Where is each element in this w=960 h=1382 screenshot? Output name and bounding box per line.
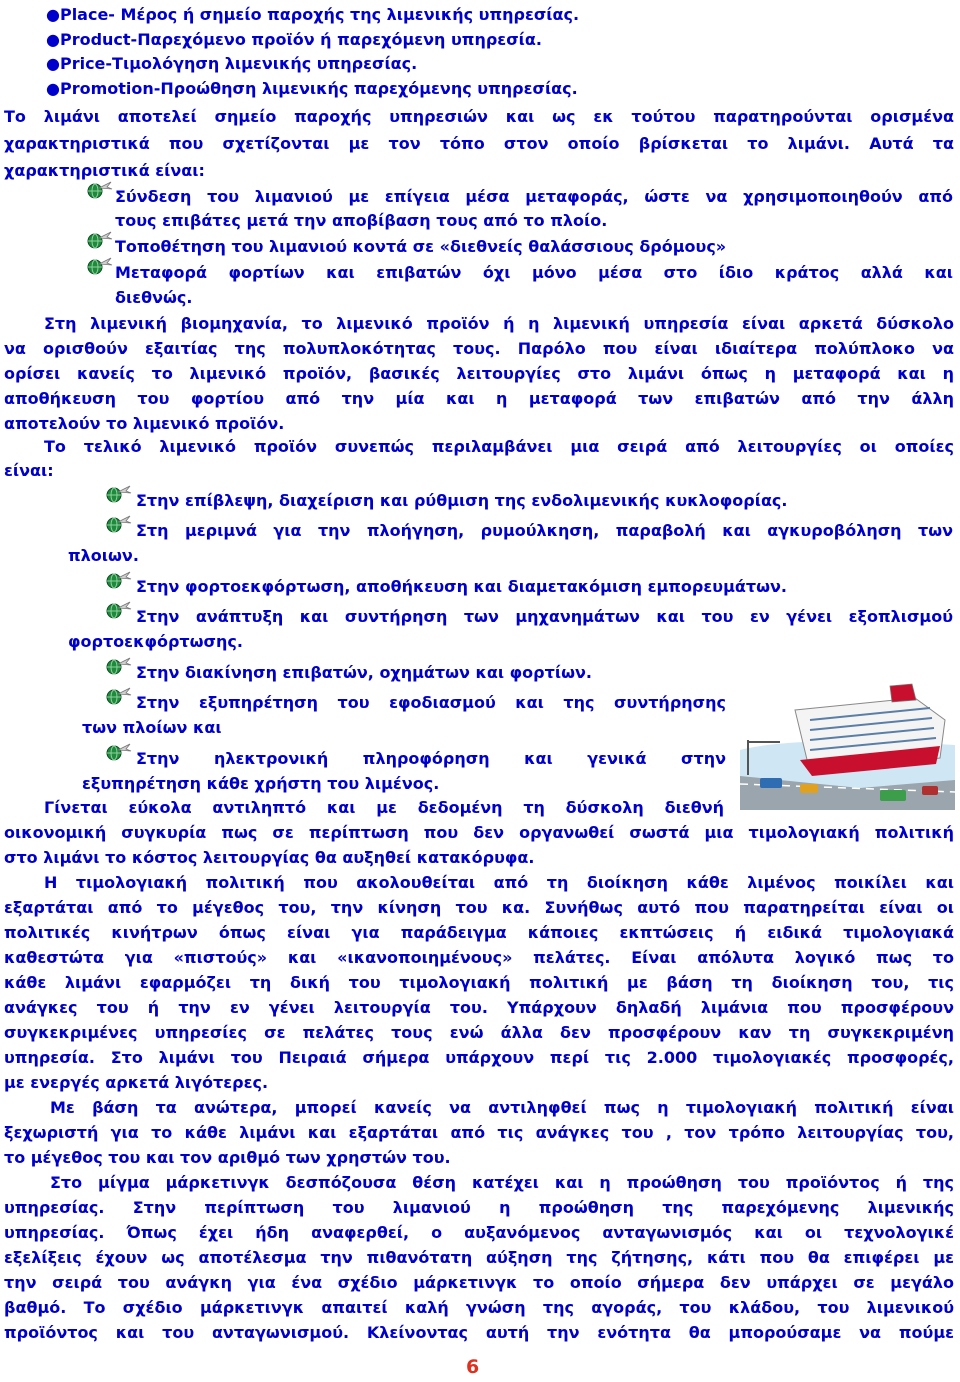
paragraph-line: χαρακτηριστικά είναι: bbox=[4, 161, 205, 180]
bullet-item-text: διεθνώς. bbox=[115, 288, 193, 307]
paragraph-line: Το τελικό λιμενικό προϊόν συνεπώς περιλαμβάνει μια σειρά από λειτουργίες οι οποίες bbox=[44, 437, 954, 456]
bullet-item-text: Στην διακίνηση επιβατών, οχημάτων και φορτίων. bbox=[136, 663, 592, 682]
intro-list-item: ●Promotion-Προώθηση λιμενικής παρεχόμενης υπηρεσίας. bbox=[46, 79, 578, 98]
paragraph-line: υπηρεσία. Στο λιμάνι του Πειραιά σήμερα υπάρχουν περί τις 2.000 τιμολογιακές προσφορές, bbox=[4, 1048, 954, 1067]
paragraph-line: στο λιμάνι το κόστος λειτουργίας θα αυξηθεί κατακόρυφα. bbox=[4, 848, 535, 867]
bullet-item-text: φορτοεκφόρτωσης. bbox=[68, 632, 243, 651]
globe-arrow-icon bbox=[104, 514, 132, 534]
paragraph-line: Το λιμάνι αποτελεί σημείο παροχής υπηρεσιών και ως εκ τούτου παρατηρούνται ορισμένα bbox=[4, 107, 954, 126]
bullet-item-text: Στην ανάπτυξη και συντήρηση των μηχανημάτων και του εν γένει εξοπλισμού bbox=[136, 607, 953, 626]
paragraph-line: κάθε λιμάνι εφαρμόζει τη δική του τιμολογιακή πολιτική με βάση τη διοίκηση του, τις bbox=[4, 973, 954, 992]
paragraph-line: ανάγκες του ή την εν γένει λειτουργία του. Υπάρχουν δηλαδή λιμάνια που προσφέρουν bbox=[4, 998, 954, 1017]
paragraph-line: συγκεκριμένες υπηρεσίες σε πελάτες τους ενώ άλλα δεν προσφέρουν καν τη συγκεκριμένη bbox=[4, 1023, 954, 1042]
paragraph-line: την σειρά του ανάγκη για ένα σχέδιο μάρκετινγκ το οποίο σήμερα δεν υπάρχει σε μεγάλο bbox=[4, 1273, 954, 1292]
paragraph-line: εξαρτάται από το μέγεθος του, την κίνηση του κα. Συνήθως αυτό που παρατηρείται είναι οι bbox=[4, 898, 954, 917]
globe-arrow-icon bbox=[85, 180, 113, 200]
paragraph-line: χαρακτηριστικά που σχετίζονται με τον τόπο στον οποίο βρίσκεται το λιμάνι. Αυτά τα bbox=[4, 134, 954, 153]
paragraph-line: ορίσει κανείς το λιμενικό προϊόν, βασικές λειτουργίες στο λιμάνι όπως η μεταφορά και η bbox=[4, 364, 954, 383]
paragraph-line: Στο μίγμα μάρκετινγκ δεσπόζουσα θέση κατέχει και η προώθηση του προϊόντος ή της bbox=[50, 1173, 954, 1192]
paragraph-line: Γίνεται εύκολα αντιληπτό και με δεδομένη τη δύσκολη διεθνή bbox=[44, 798, 724, 817]
paragraph-line: ξεχωριστή για το κάθε λιμάνι και εξαρτάται από τις ανάγκες του , τον τρόπο λειτουργίας του, bbox=[4, 1123, 954, 1142]
bullet-item-text: Τοποθέτηση του λιμανιού κοντά σε «διεθνείς θαλάσσιους δρόμους» bbox=[115, 237, 727, 256]
paragraph-line: Στη λιμενική βιομηχανία, το λιμενικό προϊόν ή η λιμενική υπηρεσία είναι αρκετά δύσκολο bbox=[44, 314, 954, 333]
bullet-item-text: Σύνδεση του λιμανιού με επίγεια μέσα μεταφοράς, ώστε να χρησιμοποιηθούν από bbox=[115, 187, 953, 206]
paragraph-line: αποτελούν το λιμενικό προϊόν. bbox=[4, 414, 285, 433]
intro-list-item: ●Place- Μέρος ή σημείο παροχής της λιμενικής υπηρεσίας. bbox=[46, 5, 580, 24]
paragraph-line: να ορισθούν εξαιτίας της πολυπλοκότητας τους. Παρόλο που είναι ιδιαίτερα πολύπλοκο να bbox=[4, 339, 954, 358]
globe-arrow-icon bbox=[104, 600, 132, 620]
paragraph-line: προϊόντος και του ανταγωνισμού. Κλείνοντας αυτή την ενότητα θα μπορούσαμε να πούμε bbox=[4, 1323, 954, 1342]
bullet-item-text: Στην επίβλεψη, διαχείριση και ρύθμιση της ενδολιμενικής κυκλοφορίας. bbox=[136, 491, 788, 510]
paragraph-line: το μέγεθος του και τον αριθμό των χρηστών του. bbox=[4, 1148, 451, 1167]
page-number: 6 bbox=[466, 1356, 480, 1378]
globe-arrow-icon bbox=[85, 256, 113, 276]
bullet-item-text: Στη μεριμνά για την πλοήγηση, ρυμούλκηση, παραβολή και αγκυροβόληση των bbox=[136, 521, 953, 540]
bullet-item-text: τους επιβάτες μετά την αποβίβαση τους από το πλοίο. bbox=[115, 211, 608, 230]
globe-arrow-icon bbox=[104, 570, 132, 590]
paragraph-line: υπηρεσίας. Στην περίπτωση του λιμανιού η προώθηση της παρεχόμενης λιμενικής bbox=[4, 1198, 954, 1217]
paragraph-line: Με βάση τα ανώτερα, μπορεί κανείς να αντιληφθεί πως η τιμολογιακή πολιτική είναι bbox=[50, 1098, 954, 1117]
bullet-item-text: Στην φορτοεκφόρτωση, αποθήκευση και διαμετακόμιση εμπορευμάτων. bbox=[136, 577, 787, 596]
paragraph-line: εξελίξεις έχουν ως αποτέλεσμα την πιθανότατη αύξηση της ζήτησης, κάτι που θα επιφέρει με bbox=[4, 1248, 954, 1267]
bullet-item-text: Μεταφορά φορτίων και επιβατών όχι μόνο μέσα στο ίδιο κράτος αλλά και bbox=[115, 263, 953, 282]
intro-list-item: ●Product-Παρεχόμενο προϊόν ή παρεχόμενη υπηρεσία. bbox=[46, 30, 542, 49]
paragraph-line: είναι: bbox=[4, 461, 54, 480]
bullet-item-text: Στην εξυπηρέτηση του εφοδιασμού και της συντήρησης bbox=[136, 693, 726, 712]
paragraph-line: πολιτικές κινήτρων όπως είναι για παράδειγμα κάποιες εκπτώσεις ή ειδικά τιμολογιακά bbox=[4, 923, 954, 942]
paragraph-line: αποθήκευση του φορτίου από την μία και η μεταφορά των επιβατών από την άλλη bbox=[4, 389, 954, 408]
paragraph-line: οικονομική συγκυρία πως σε περίπτωση που δεν οργανωθεί σωστά μια τιμολογιακή πολιτική bbox=[4, 823, 954, 842]
bullet-item-text: των πλοίων και bbox=[82, 718, 222, 737]
bullet-item-text: εξυπηρέτηση κάθε χρήστη του λιμένος. bbox=[82, 774, 440, 793]
intro-list-item: ●Price-Τιμολόγηση λιμενικής υπηρεσίας. bbox=[46, 54, 418, 73]
bullet-item-text: πλοιων. bbox=[68, 546, 139, 565]
globe-arrow-icon bbox=[104, 686, 132, 706]
paragraph-line: βαθμό. Το σχέδιο μάρκετινγκ απαιτεί καλή γνώση της αγοράς, του κλάδου, του λιμενικού bbox=[4, 1298, 954, 1317]
globe-arrow-icon bbox=[104, 656, 132, 676]
cruise-ship-port-image bbox=[740, 680, 955, 810]
paragraph-line: καθεστώτα για «πιστούς» και «ικανοποιημένους» πελάτες. Είναι απόλυτα λογικό πως το bbox=[4, 948, 954, 967]
bullet-item-text: Στην ηλεκτρονική πληροφόρηση και γενικά στην bbox=[136, 749, 726, 768]
paragraph-line: με ενεργές αρκετά λιγότερες. bbox=[4, 1073, 269, 1092]
paragraph-line: υπηρεσίας. Όπως έχει ήδη αναφερθεί, ο αυξανόμενος ανταγωνισμός και οι τεχνολογικέ bbox=[4, 1223, 954, 1242]
globe-arrow-icon bbox=[104, 742, 132, 762]
globe-arrow-icon bbox=[104, 484, 132, 504]
paragraph-line: Η τιμολογιακή πολιτική που ακολουθείται από τη διοίκηση κάθε λιμένος ποικίλει και bbox=[44, 873, 954, 892]
globe-arrow-icon bbox=[85, 230, 113, 250]
